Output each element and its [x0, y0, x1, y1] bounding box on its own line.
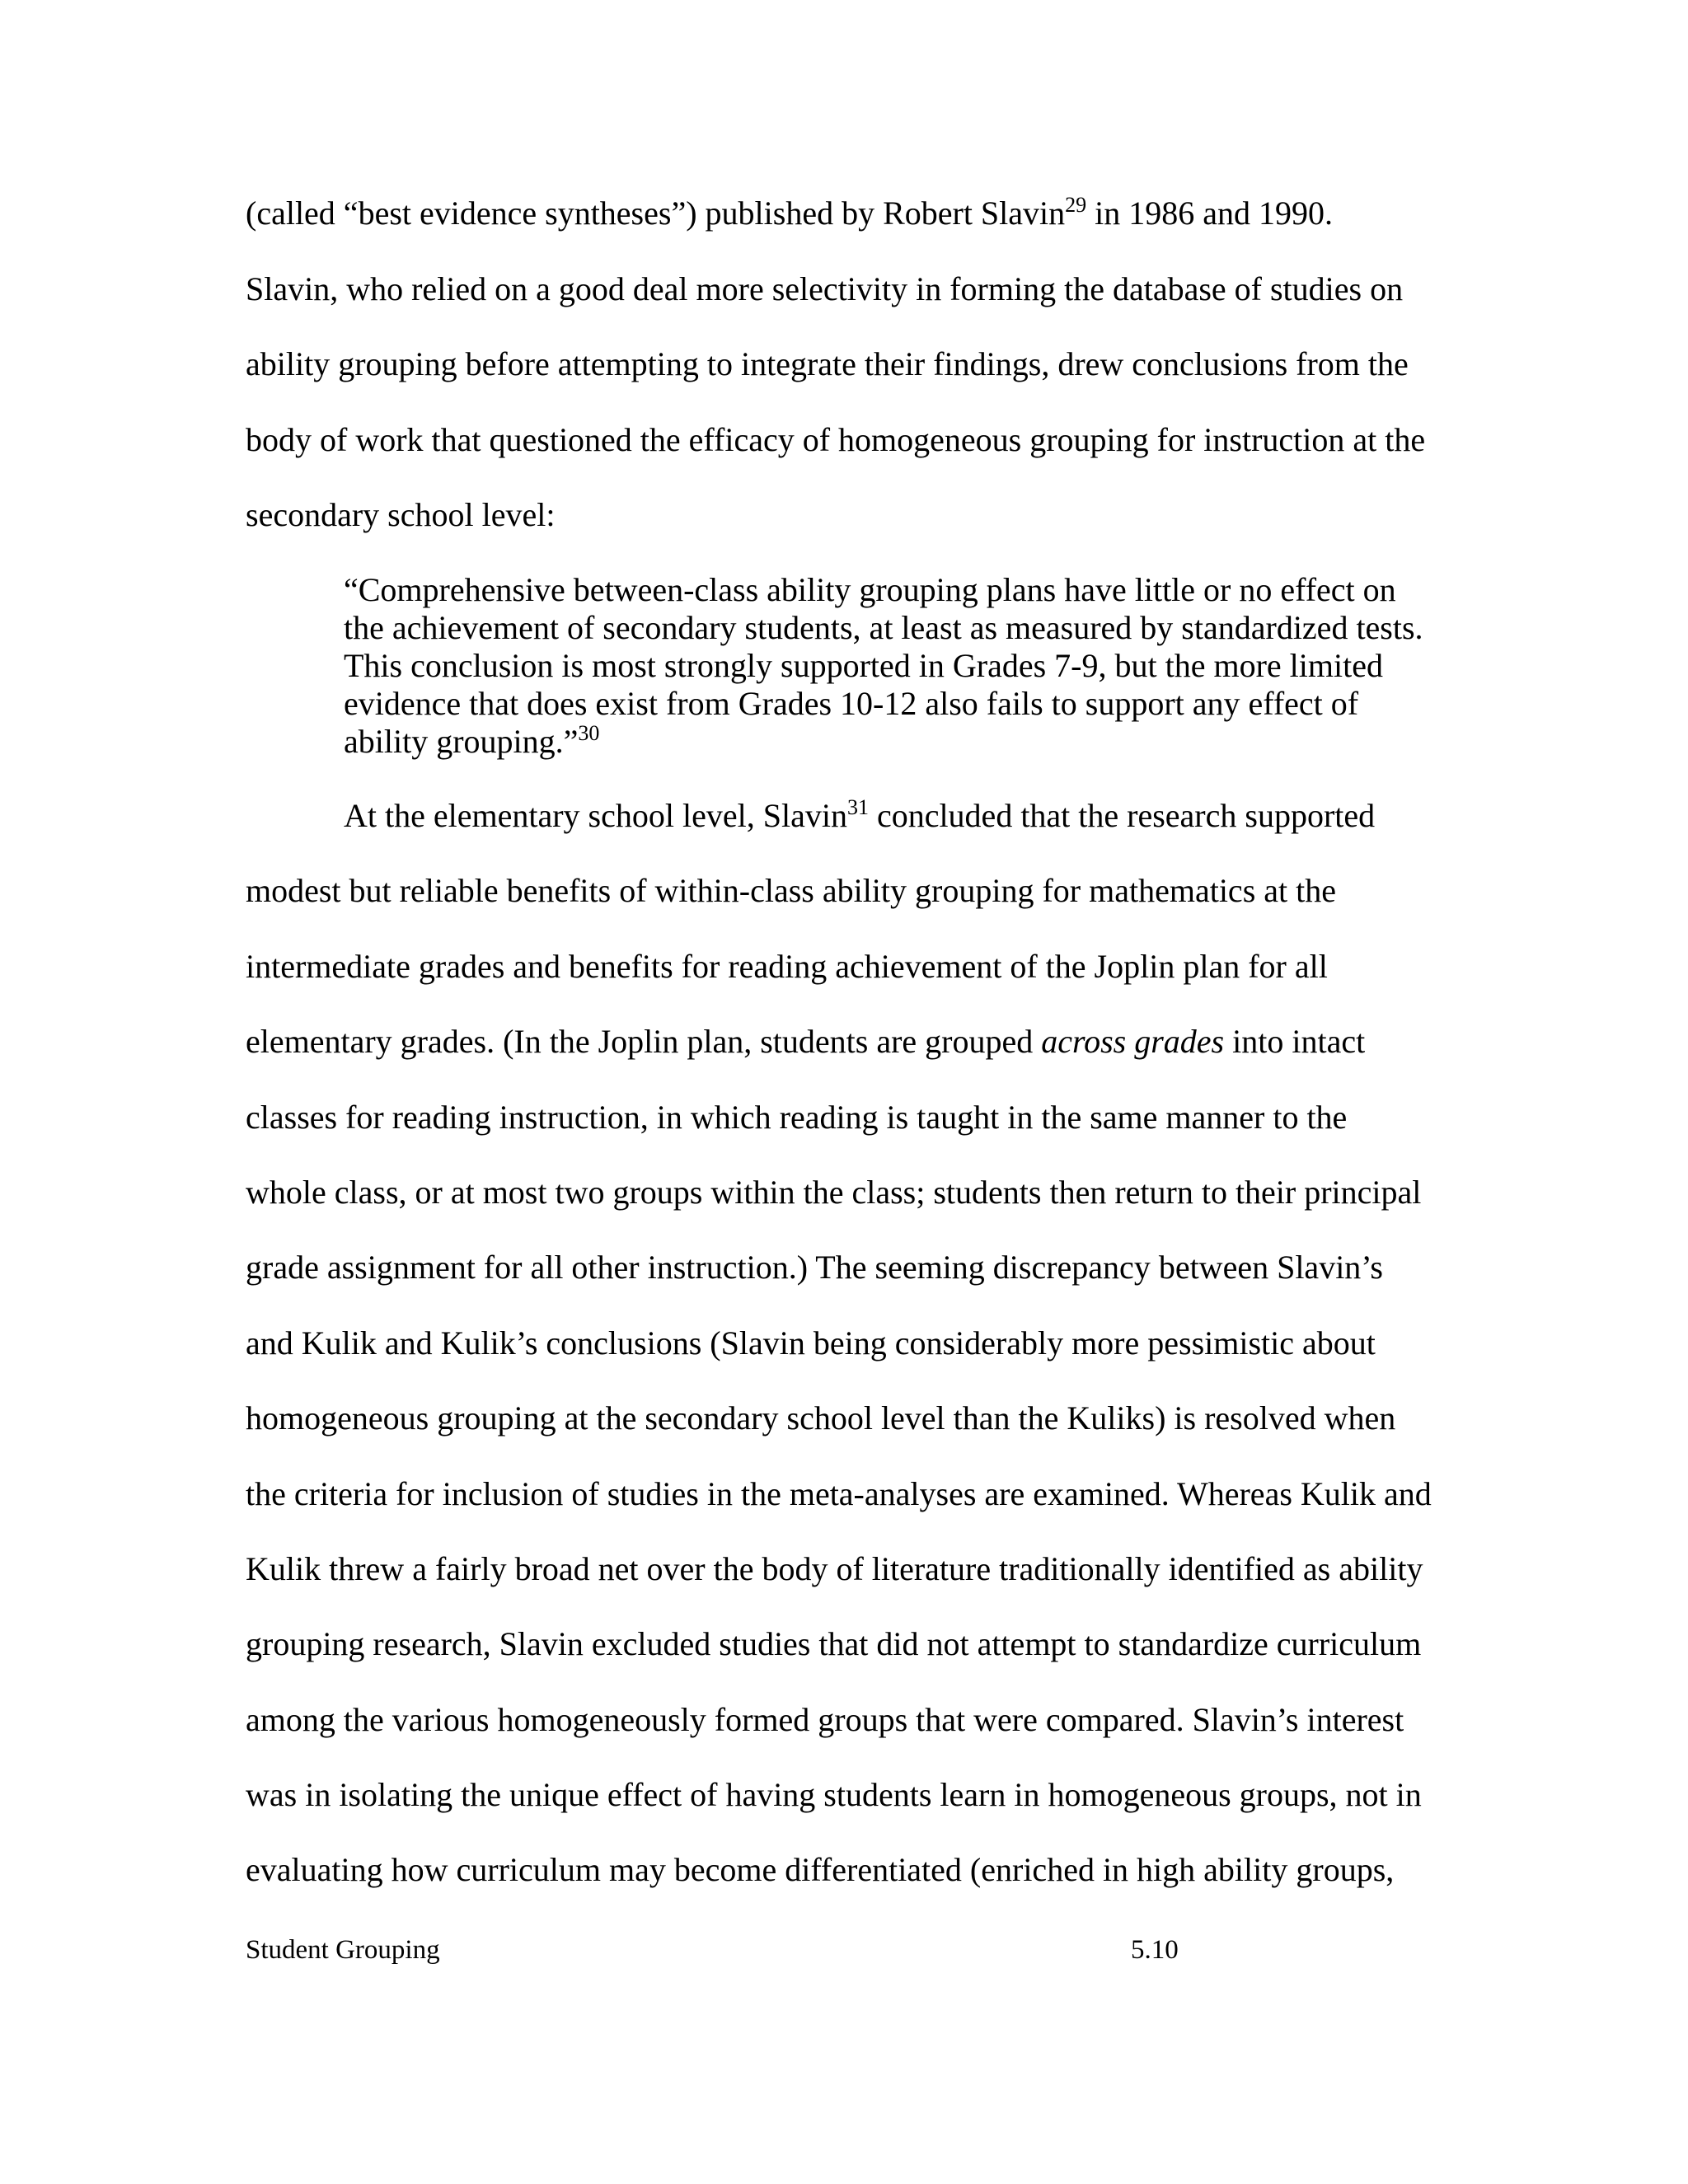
footer-document-title: Student Grouping [246, 1935, 440, 1965]
text-run: the criteria for inclusion of studies in the meta-analyses are examined. Whereas Kulik and [246, 1474, 1432, 1512]
paragraph-2-line-6 [246, 1174, 1432, 1212]
paragraph-2-line-2 [246, 872, 1432, 910]
footnote-reference: 29 [1065, 193, 1087, 217]
paragraph-2-line-13 [246, 1701, 1432, 1739]
block-quote-line-5 [344, 723, 1423, 761]
text-run: classes for reading instruction, in which reading is taught in the same manner to the [246, 1098, 1348, 1136]
text-run: into intact [1224, 1023, 1366, 1061]
text-run: whole class, or at most two groups within the class; students then return to their principal [246, 1173, 1422, 1211]
text-run: (called “best evidence syntheses”) published by Robert Slavin [246, 194, 1066, 232]
paragraph-2-line-7 [246, 1249, 1432, 1286]
paragraph-continued [246, 194, 1425, 572]
text-run: in 1986 and 1990. [1086, 194, 1334, 232]
text-run: Kulik threw a fairly broad net over the body of literature traditionally identified as ability [246, 1549, 1423, 1587]
block-quote-line-3 [344, 647, 1423, 685]
paragraph-2-line-1 [246, 797, 1432, 835]
text-run: Slavin, who relied on a good deal more selectivity in forming the database of studies on [246, 269, 1404, 307]
text-run: and Kulik and Kulik’s conclusions (Slavin being considerably more pessimistic about [246, 1324, 1376, 1361]
text-run: body of work that questioned the efficacy of homogeneous grouping for instruction at the [246, 420, 1426, 458]
block-quote-line-1 [344, 571, 1423, 609]
paragraph-2-line-9 [246, 1399, 1432, 1437]
paragraph-2-line-10 [246, 1475, 1432, 1513]
paragraph-1-line-5 [246, 496, 1425, 534]
paragraph-2-line-4 [246, 1023, 1432, 1061]
block-quote [344, 571, 1423, 761]
text-run: the achievement of secondary students, at least as measured by standardized tests. [344, 609, 1423, 647]
paragraph-2-line-3 [246, 948, 1432, 986]
text-run: intermediate grades and benefits for reading achievement of the Joplin plan for all [246, 947, 1328, 985]
text-run: evaluating how curriculum may become differentiated (enriched in high ability groups, [246, 1851, 1395, 1889]
footer-page-number: 5.10 [1131, 1935, 1179, 1965]
text-run: At the elementary school level, Slavin [344, 797, 847, 834]
text-run: ability grouping before attempting to integrate their findings, drew conclusions from the [246, 345, 1409, 383]
text-run: “Comprehensive between-class ability grouping plans have little or no effect on [344, 571, 1396, 608]
block-quote-line-4 [344, 685, 1423, 723]
text-run: among the various homogeneously formed groups that were compared. Slavin’s interest [246, 1700, 1404, 1738]
paragraph-1-line-4 [246, 421, 1425, 459]
block-quote-line-2 [344, 609, 1423, 647]
text-run: concluded that the research supported [868, 797, 1376, 834]
paragraph-1-line-3 [246, 345, 1425, 383]
paragraph-2-line-12 [246, 1625, 1432, 1663]
paragraph-1-line-2 [246, 270, 1425, 308]
text-run: evidence that does exist from Grades 10-12 also fails to support any effect of [344, 685, 1359, 723]
text-run: grouping research, Slavin excluded studies that did not attempt to standardize curriculum [246, 1625, 1422, 1663]
paragraph-2-line-5 [246, 1099, 1432, 1137]
footnote-reference: 30 [578, 721, 600, 746]
footnote-reference: 31 [846, 795, 869, 819]
italic-text: across grades [1041, 1023, 1225, 1061]
text-run: This conclusion is most strongly supported in Grades 7-9, but the more limited [344, 647, 1383, 685]
paragraph-elementary-level [246, 797, 1432, 1927]
paragraph-2-line-11 [246, 1550, 1432, 1588]
text-run: grade assignment for all other instruction.) The seeming discrepancy between Slavin’s [246, 1249, 1383, 1286]
text-run: secondary school level: [246, 496, 556, 534]
paragraph-1-line-1 [246, 194, 1425, 232]
text-run: was in isolating the unique effect of having students learn in homogeneous groups, not in [246, 1776, 1422, 1814]
text-run: ability grouping.” [344, 723, 579, 761]
paragraph-2-line-14 [246, 1776, 1432, 1814]
text-run: modest but reliable benefits of within-class ability grouping for mathematics at the [246, 872, 1336, 910]
text-run: homogeneous grouping at the secondary school level than the Kuliks) is resolved when [246, 1399, 1396, 1437]
paragraph-2-line-8 [246, 1324, 1432, 1362]
paragraph-2-line-15 [246, 1851, 1432, 1889]
text-run: elementary grades. (In the Joplin plan, students are grouped [246, 1023, 1042, 1061]
